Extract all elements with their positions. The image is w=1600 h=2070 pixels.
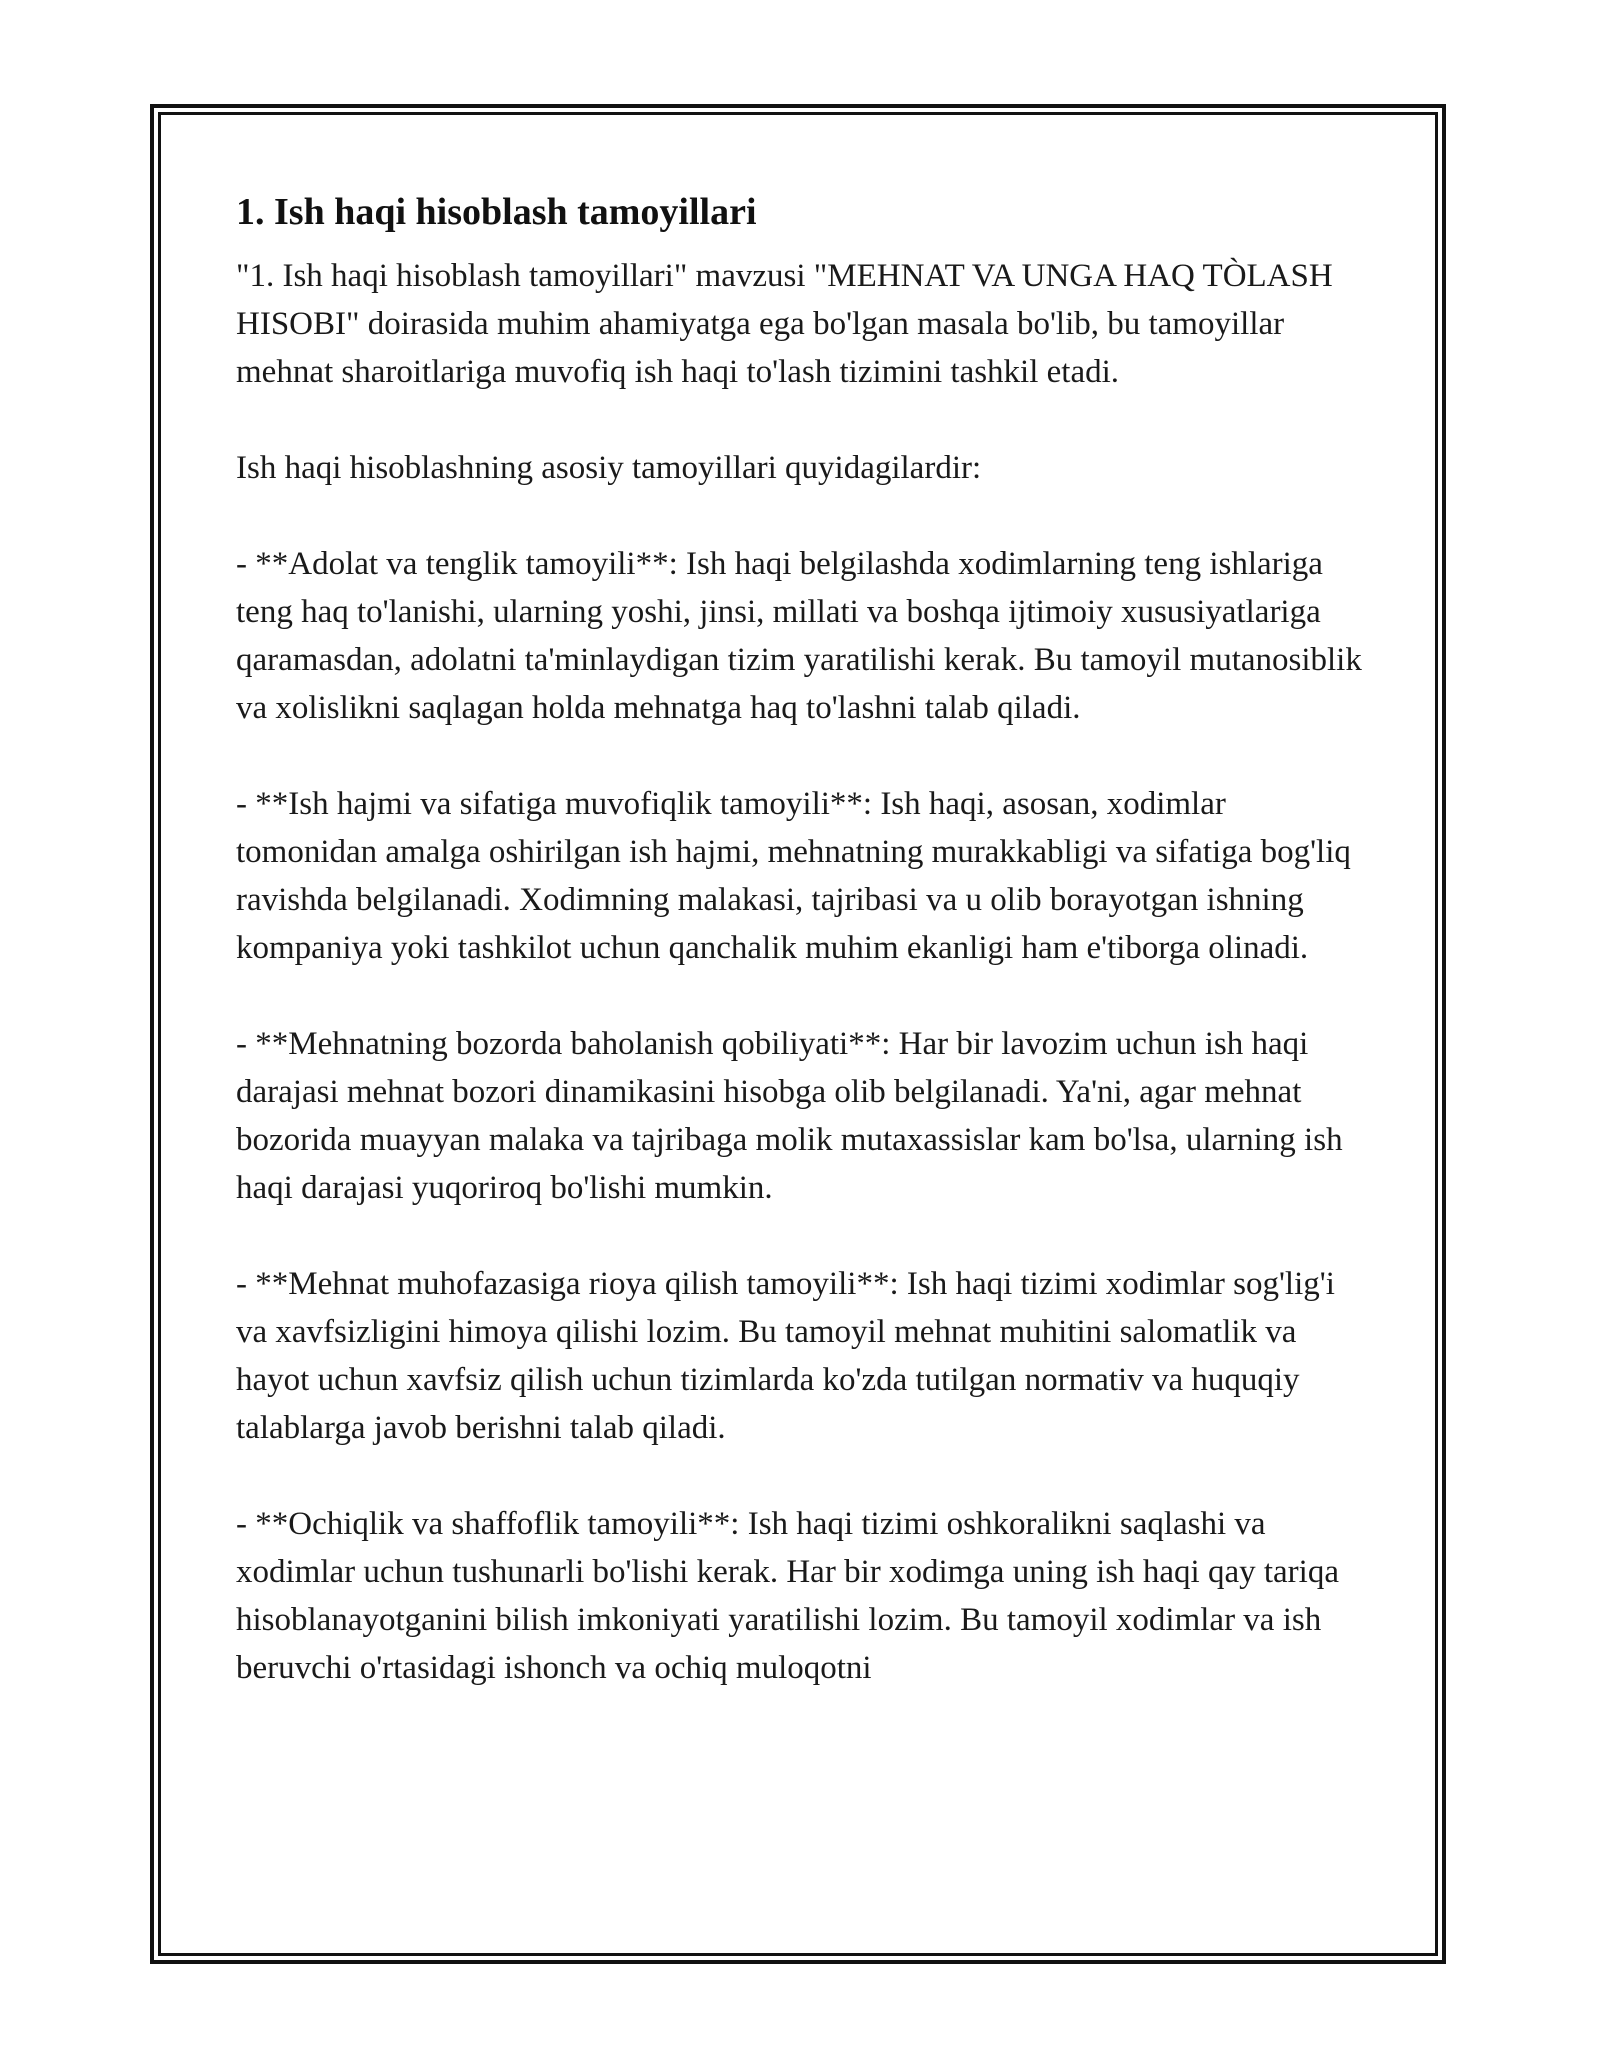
principle-transparency-paragraph: - **Ochiqlik va shaffoflik tamoyili**: Ish haqi tizimi oshkoralikni saqlashi va xodimlar uchun tushunarli bo'lishi kerak. Har bir xodimga uning ish haqi qay tariqa hisoblanayotganini bilish imkoniyati yaratilishi lozim. Bu tamoyil xodimlar va ish beruvchi o'rtasidagi ishonch va ochiq muloqotni <box>236 1506 1339 1686</box>
principle-volume-quality-paragraph: - **Ish hajmi va sifatiga muvofiqlik tamoyili**: Ish haqi, asosan, xodimlar tomonidan amalga oshirilgan ish hajmi, mehnatning murakkabligi va sifatiga bog'liq ravishda belgilanadi. Xodimning malakasi, tajribasi va u olib borayotgan ishning kompaniya yoki tashkilot uchun qanchalik muhim ekanligi ham e'tiborga olinadi. <box>236 786 1351 966</box>
document-body <box>236 186 1366 1740</box>
intro-paragraph: "1. Ish haqi hisoblash tamoyillari" mavzusi "MEHNAT VA UNGA HAQ TÒLASH HISOBI" doirasida muhim ahamiyatga ega bo'lgan masala bo'lib, bu tamoyillar mehnat sharoitlariga muvofiq ish haqi to'lash tizimini tashkil etadi. <box>236 258 1333 390</box>
principle-fairness-paragraph: - **Adolat va tenglik tamoyili**: Ish haqi belgilashda xodimlarning teng ishlariga teng haq to'lanishi, ularning yoshi, jinsi, millati va boshqa ijtimoiy xususiyatlariga qaramasdan, adolatni ta'minlaydigan tizim yaratilishi kerak. Bu tamoyil mutanosiblik va xolislikni saqlagan holda mehnatga haq to'lashni talab qiladi. <box>236 546 1362 726</box>
principle-market-valuation-paragraph: - **Mehnatning bozorda baholanish qobiliyati**: Har bir lavozim uchun ish haqi darajasi mehnat bozori dinamikasini hisobga olib belgilanadi. Ya'ni, agar mehnat bozorida muayyan malaka va tajribaga molik mutaxassislar kam bo'lsa, ularning ish haqi darajasi yuqoriroq bo'lishi mumkin. <box>236 1026 1343 1206</box>
principle-labor-protection-paragraph: - **Mehnat muhofazasiga rioya qilish tamoyili**: Ish haqi tizimi xodimlar sog'lig'i va xavfsizligini himoya qilishi lozim. Bu tamoyil mehnat muhitini salomatlik va hayot uchun xavfsiz qilish uchun tizimlarda ko'zda tutilgan normativ va huquqiy talablarga javob berishni talab qiladi. <box>236 1266 1335 1446</box>
principles-lead-paragraph: Ish haqi hisoblashning asosiy tamoyillari quyidagilardir: <box>236 450 982 486</box>
section-heading: 1. Ish haqi hisoblash tamoyillari <box>236 191 757 233</box>
